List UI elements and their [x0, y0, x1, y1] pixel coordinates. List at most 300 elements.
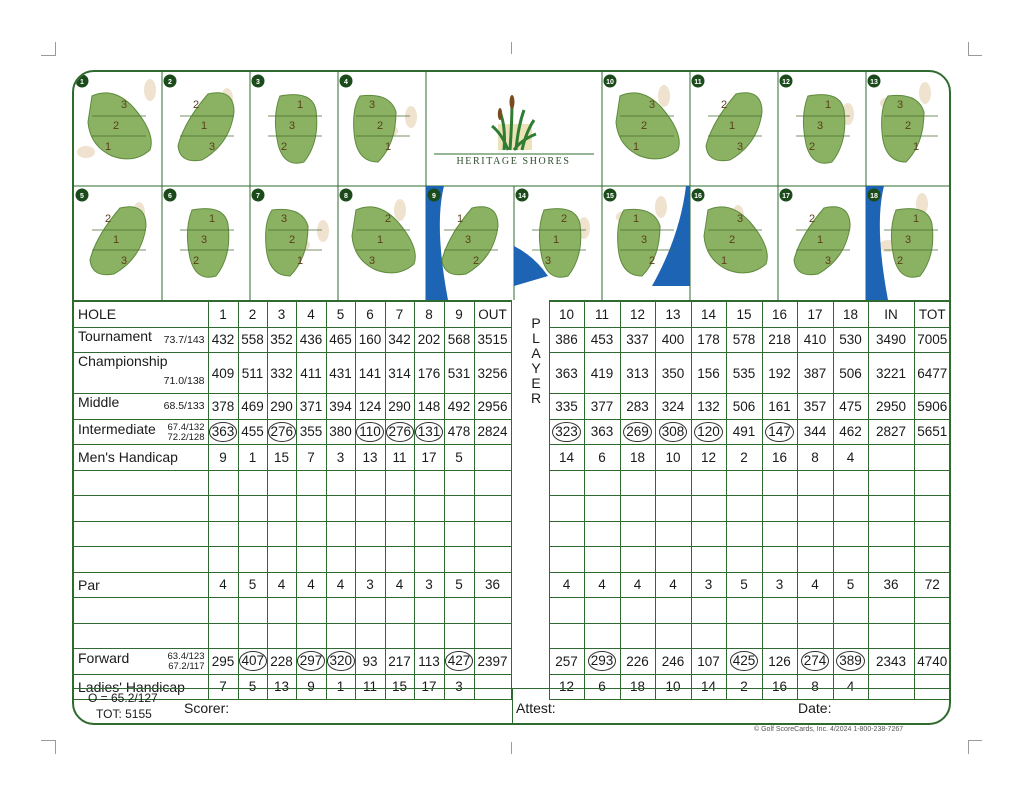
- score-cell[interactable]: [385, 521, 414, 547]
- score-cell[interactable]: [296, 649, 326, 675]
- score-cell[interactable]: [444, 623, 474, 649]
- score-cell[interactable]: [726, 623, 762, 649]
- score-cell[interactable]: 4: [620, 572, 655, 598]
- score-cell[interactable]: 4: [296, 301, 326, 327]
- score-cell[interactable]: [385, 496, 414, 522]
- score-cell[interactable]: 2: [726, 674, 762, 700]
- score-cell[interactable]: [208, 547, 238, 573]
- score-cell[interactable]: 462: [833, 419, 868, 445]
- score-cell[interactable]: 5: [238, 674, 267, 700]
- score-cell[interactable]: [296, 470, 326, 496]
- score-cell[interactable]: 7: [296, 445, 326, 471]
- score-cell[interactable]: [797, 649, 833, 675]
- score-cell[interactable]: [655, 521, 691, 547]
- score-cell[interactable]: [267, 470, 296, 496]
- score-cell[interactable]: [444, 547, 474, 573]
- score-cell[interactable]: 141: [355, 353, 385, 394]
- score-cell[interactable]: 4740: [914, 649, 950, 675]
- score-cell[interactable]: [868, 598, 914, 624]
- score-cell[interactable]: [267, 598, 296, 624]
- score-cell[interactable]: 160: [355, 327, 385, 353]
- score-cell[interactable]: [267, 521, 296, 547]
- score-cell[interactable]: 2343: [868, 649, 914, 675]
- score-cell[interactable]: 8: [797, 674, 833, 700]
- score-cell[interactable]: 17: [414, 445, 444, 471]
- score-cell[interactable]: [414, 470, 444, 496]
- score-cell[interactable]: [584, 496, 620, 522]
- score-cell[interactable]: [655, 598, 691, 624]
- score-cell[interactable]: [797, 521, 833, 547]
- score-cell[interactable]: 18: [833, 301, 868, 327]
- score-cell[interactable]: 419: [584, 353, 620, 394]
- score-cell[interactable]: [414, 598, 444, 624]
- score-cell[interactable]: 218: [762, 327, 797, 353]
- score-cell[interactable]: [620, 419, 655, 445]
- score-cell[interactable]: 431: [326, 353, 355, 394]
- score-cell[interactable]: 352: [267, 327, 296, 353]
- score-cell[interactable]: [296, 623, 326, 649]
- score-cell[interactable]: [238, 598, 267, 624]
- score-cell[interactable]: 371: [296, 394, 326, 420]
- score-cell[interactable]: 568: [444, 327, 474, 353]
- score-cell[interactable]: 2956: [474, 394, 511, 420]
- score-cell[interactable]: [355, 547, 385, 573]
- score-cell[interactable]: 491: [726, 419, 762, 445]
- score-cell[interactable]: [238, 623, 267, 649]
- score-cell[interactable]: [208, 496, 238, 522]
- score-cell[interactable]: [444, 521, 474, 547]
- date-field[interactable]: Date:: [798, 700, 832, 716]
- score-cell[interactable]: 5: [444, 572, 474, 598]
- score-cell[interactable]: [326, 547, 355, 573]
- score-cell[interactable]: 3490: [868, 327, 914, 353]
- score-cell[interactable]: [549, 521, 584, 547]
- score-cell[interactable]: 357: [797, 394, 833, 420]
- score-cell[interactable]: 5: [833, 572, 868, 598]
- score-cell[interactable]: 2824: [474, 419, 511, 445]
- score-cell[interactable]: 409: [208, 353, 238, 394]
- score-cell[interactable]: [267, 419, 296, 445]
- score-cell[interactable]: [833, 470, 868, 496]
- score-cell[interactable]: 578: [726, 327, 762, 353]
- score-cell[interactable]: 4: [655, 572, 691, 598]
- score-cell[interactable]: [726, 598, 762, 624]
- score-cell[interactable]: 4: [797, 572, 833, 598]
- score-cell[interactable]: [620, 623, 655, 649]
- score-cell[interactable]: [868, 623, 914, 649]
- score-cell[interactable]: [385, 419, 414, 445]
- score-cell[interactable]: [762, 521, 797, 547]
- score-cell[interactable]: 453: [584, 327, 620, 353]
- score-cell[interactable]: [691, 496, 726, 522]
- score-cell[interactable]: 3: [326, 445, 355, 471]
- score-cell[interactable]: 226: [620, 649, 655, 675]
- score-cell[interactable]: 228: [267, 649, 296, 675]
- score-cell[interactable]: [355, 496, 385, 522]
- score-cell[interactable]: 176: [414, 353, 444, 394]
- score-cell[interactable]: [326, 521, 355, 547]
- score-cell[interactable]: 394: [326, 394, 355, 420]
- score-cell[interactable]: 17: [797, 301, 833, 327]
- score-cell[interactable]: [208, 470, 238, 496]
- score-cell[interactable]: TOT: [914, 301, 950, 327]
- score-cell[interactable]: [584, 649, 620, 675]
- score-cell[interactable]: 2: [726, 445, 762, 471]
- score-cell[interactable]: 1: [238, 445, 267, 471]
- score-cell[interactable]: [655, 419, 691, 445]
- score-cell[interactable]: 411: [296, 353, 326, 394]
- score-cell[interactable]: [691, 521, 726, 547]
- score-cell[interactable]: 1: [326, 674, 355, 700]
- score-cell[interactable]: [691, 419, 726, 445]
- score-cell[interactable]: [868, 496, 914, 522]
- score-cell[interactable]: 18: [620, 674, 655, 700]
- score-cell[interactable]: [414, 623, 444, 649]
- score-cell[interactable]: [355, 419, 385, 445]
- score-cell[interactable]: [355, 598, 385, 624]
- score-cell[interactable]: 10: [549, 301, 584, 327]
- score-cell[interactable]: 9: [208, 445, 238, 471]
- score-cell[interactable]: [444, 470, 474, 496]
- score-cell[interactable]: [584, 598, 620, 624]
- score-cell[interactable]: 3: [355, 572, 385, 598]
- score-cell[interactable]: [914, 598, 950, 624]
- score-cell[interactable]: [726, 649, 762, 675]
- score-cell[interactable]: 18: [620, 445, 655, 471]
- score-cell[interactable]: 363: [584, 419, 620, 445]
- score-cell[interactable]: [655, 496, 691, 522]
- score-cell[interactable]: [474, 547, 511, 573]
- score-cell[interactable]: 290: [385, 394, 414, 420]
- score-cell[interactable]: 3: [267, 301, 296, 327]
- score-cell[interactable]: 436: [296, 327, 326, 353]
- score-cell[interactable]: [655, 623, 691, 649]
- score-cell[interactable]: 9: [296, 674, 326, 700]
- score-cell[interactable]: 36: [868, 572, 914, 598]
- score-cell[interactable]: [868, 470, 914, 496]
- score-cell[interactable]: 5: [444, 445, 474, 471]
- score-cell[interactable]: 14: [549, 445, 584, 471]
- score-cell[interactable]: 342: [385, 327, 414, 353]
- score-cell[interactable]: 126: [762, 649, 797, 675]
- score-cell[interactable]: 558: [238, 327, 267, 353]
- score-cell[interactable]: [797, 623, 833, 649]
- score-cell[interactable]: 432: [208, 327, 238, 353]
- score-cell[interactable]: 3: [762, 572, 797, 598]
- score-cell[interactable]: 475: [833, 394, 868, 420]
- score-cell[interactable]: [238, 470, 267, 496]
- score-cell[interactable]: 148: [414, 394, 444, 420]
- score-cell[interactable]: 531: [444, 353, 474, 394]
- score-cell[interactable]: [620, 598, 655, 624]
- score-cell[interactable]: [414, 521, 444, 547]
- score-cell[interactable]: 355: [296, 419, 326, 445]
- score-cell[interactable]: 10: [655, 674, 691, 700]
- score-cell[interactable]: 386: [549, 327, 584, 353]
- score-cell[interactable]: [474, 496, 511, 522]
- score-cell[interactable]: [296, 496, 326, 522]
- score-cell[interactable]: 13: [655, 301, 691, 327]
- score-cell[interactable]: [691, 598, 726, 624]
- score-cell[interactable]: [868, 521, 914, 547]
- score-cell[interactable]: [726, 547, 762, 573]
- score-cell[interactable]: 124: [355, 394, 385, 420]
- score-cell[interactable]: 6: [584, 674, 620, 700]
- score-cell[interactable]: 12: [549, 674, 584, 700]
- score-cell[interactable]: [914, 496, 950, 522]
- score-cell[interactable]: 478: [444, 419, 474, 445]
- score-cell[interactable]: 2950: [868, 394, 914, 420]
- score-cell[interactable]: 13: [355, 445, 385, 471]
- score-cell[interactable]: [238, 547, 267, 573]
- score-cell[interactable]: OUT: [474, 301, 511, 327]
- score-cell[interactable]: [238, 649, 267, 675]
- score-cell[interactable]: 4: [833, 674, 868, 700]
- score-cell[interactable]: [797, 598, 833, 624]
- score-cell[interactable]: 506: [726, 394, 762, 420]
- score-cell[interactable]: [326, 649, 355, 675]
- score-cell[interactable]: [797, 547, 833, 573]
- score-cell[interactable]: [833, 623, 868, 649]
- score-cell[interactable]: 295: [208, 649, 238, 675]
- scorer-field[interactable]: Scorer:: [184, 700, 230, 716]
- score-cell[interactable]: 313: [620, 353, 655, 394]
- score-cell[interactable]: [385, 623, 414, 649]
- score-cell[interactable]: 4: [296, 572, 326, 598]
- score-cell[interactable]: 72: [914, 572, 950, 598]
- score-cell[interactable]: IN: [868, 301, 914, 327]
- score-cell[interactable]: [414, 547, 444, 573]
- score-cell[interactable]: 511: [238, 353, 267, 394]
- score-cell[interactable]: 12: [691, 445, 726, 471]
- score-cell[interactable]: 492: [444, 394, 474, 420]
- score-cell[interactable]: 377: [584, 394, 620, 420]
- score-cell[interactable]: 4: [549, 572, 584, 598]
- score-cell[interactable]: [326, 496, 355, 522]
- score-cell[interactable]: 217: [385, 649, 414, 675]
- score-cell[interactable]: 10: [655, 445, 691, 471]
- score-cell[interactable]: [833, 598, 868, 624]
- score-cell[interactable]: 11: [355, 674, 385, 700]
- score-cell[interactable]: 36: [474, 572, 511, 598]
- score-cell[interactable]: 12: [620, 301, 655, 327]
- score-cell[interactable]: [267, 496, 296, 522]
- score-cell[interactable]: 11: [584, 301, 620, 327]
- score-cell[interactable]: [414, 496, 444, 522]
- score-cell[interactable]: 344: [797, 419, 833, 445]
- score-cell[interactable]: [549, 547, 584, 573]
- score-cell[interactable]: [355, 521, 385, 547]
- score-cell[interactable]: 93: [355, 649, 385, 675]
- score-cell[interactable]: 4: [833, 445, 868, 471]
- score-cell[interactable]: [584, 470, 620, 496]
- score-cell[interactable]: [914, 521, 950, 547]
- score-cell[interactable]: 5: [326, 301, 355, 327]
- score-cell[interactable]: 161: [762, 394, 797, 420]
- score-cell[interactable]: [914, 623, 950, 649]
- score-cell[interactable]: 132: [691, 394, 726, 420]
- score-cell[interactable]: [833, 649, 868, 675]
- score-cell[interactable]: 5906: [914, 394, 950, 420]
- score-cell[interactable]: [208, 598, 238, 624]
- score-cell[interactable]: 7005: [914, 327, 950, 353]
- score-cell[interactable]: 4: [208, 572, 238, 598]
- score-cell[interactable]: [296, 598, 326, 624]
- score-cell[interactable]: 2827: [868, 419, 914, 445]
- score-cell[interactable]: [385, 547, 414, 573]
- score-cell[interactable]: [474, 470, 511, 496]
- score-cell[interactable]: [868, 547, 914, 573]
- score-cell[interactable]: 16: [762, 301, 797, 327]
- score-cell[interactable]: [833, 521, 868, 547]
- score-cell[interactable]: 4: [385, 572, 414, 598]
- score-cell[interactable]: 5: [238, 572, 267, 598]
- score-cell[interactable]: 3221: [868, 353, 914, 394]
- score-cell[interactable]: [326, 598, 355, 624]
- score-cell[interactable]: 257: [549, 649, 584, 675]
- score-cell[interactable]: [797, 470, 833, 496]
- score-cell[interactable]: [762, 470, 797, 496]
- score-cell[interactable]: 178: [691, 327, 726, 353]
- score-cell[interactable]: 246: [655, 649, 691, 675]
- score-cell[interactable]: [691, 547, 726, 573]
- score-cell[interactable]: 202: [414, 327, 444, 353]
- score-cell[interactable]: 5651: [914, 419, 950, 445]
- score-cell[interactable]: 3256: [474, 353, 511, 394]
- score-cell[interactable]: 2397: [474, 649, 511, 675]
- score-cell[interactable]: [208, 419, 238, 445]
- score-cell[interactable]: 400: [655, 327, 691, 353]
- score-cell[interactable]: 3: [444, 674, 474, 700]
- score-cell[interactable]: 387: [797, 353, 833, 394]
- attest-field[interactable]: Attest:: [516, 700, 556, 716]
- score-cell[interactable]: 17: [414, 674, 444, 700]
- score-cell[interactable]: [208, 623, 238, 649]
- score-cell[interactable]: 5: [726, 572, 762, 598]
- score-cell[interactable]: 8: [797, 445, 833, 471]
- score-cell[interactable]: [474, 623, 511, 649]
- score-cell[interactable]: [444, 649, 474, 675]
- score-cell[interactable]: 283: [620, 394, 655, 420]
- score-cell[interactable]: 14: [691, 301, 726, 327]
- score-cell[interactable]: [655, 547, 691, 573]
- score-cell[interactable]: 7: [385, 301, 414, 327]
- score-cell[interactable]: 11: [385, 445, 414, 471]
- score-cell[interactable]: [691, 470, 726, 496]
- score-cell[interactable]: 290: [267, 394, 296, 420]
- score-cell[interactable]: [655, 470, 691, 496]
- score-cell[interactable]: [797, 496, 833, 522]
- score-cell[interactable]: [549, 623, 584, 649]
- score-cell[interactable]: 378: [208, 394, 238, 420]
- score-cell[interactable]: [267, 547, 296, 573]
- score-cell[interactable]: 324: [655, 394, 691, 420]
- score-cell[interactable]: [868, 445, 914, 471]
- score-cell[interactable]: [444, 496, 474, 522]
- score-cell[interactable]: [726, 496, 762, 522]
- score-cell[interactable]: 156: [691, 353, 726, 394]
- score-cell[interactable]: [762, 598, 797, 624]
- score-cell[interactable]: 16: [762, 445, 797, 471]
- score-cell[interactable]: 6: [584, 445, 620, 471]
- score-cell[interactable]: 1: [208, 301, 238, 327]
- score-cell[interactable]: 107: [691, 649, 726, 675]
- score-cell[interactable]: [726, 470, 762, 496]
- score-cell[interactable]: 4: [584, 572, 620, 598]
- score-cell[interactable]: [296, 547, 326, 573]
- score-cell[interactable]: [691, 623, 726, 649]
- score-cell[interactable]: 469: [238, 394, 267, 420]
- score-cell[interactable]: [914, 547, 950, 573]
- score-cell[interactable]: [267, 623, 296, 649]
- score-cell[interactable]: 15: [726, 301, 762, 327]
- score-cell[interactable]: [762, 547, 797, 573]
- score-cell[interactable]: 350: [655, 353, 691, 394]
- score-cell[interactable]: 13: [267, 674, 296, 700]
- score-cell[interactable]: [208, 521, 238, 547]
- score-cell[interactable]: 15: [267, 445, 296, 471]
- score-cell[interactable]: 8: [414, 301, 444, 327]
- score-cell[interactable]: 332: [267, 353, 296, 394]
- score-cell[interactable]: 6: [355, 301, 385, 327]
- score-cell[interactable]: [584, 521, 620, 547]
- score-cell[interactable]: [385, 598, 414, 624]
- score-cell[interactable]: [474, 598, 511, 624]
- score-cell[interactable]: [444, 598, 474, 624]
- score-cell[interactable]: 3: [414, 572, 444, 598]
- score-cell[interactable]: [620, 470, 655, 496]
- score-cell[interactable]: 16: [762, 674, 797, 700]
- score-cell[interactable]: 335: [549, 394, 584, 420]
- score-cell[interactable]: 192: [762, 353, 797, 394]
- score-cell[interactable]: [549, 419, 584, 445]
- score-cell[interactable]: [726, 521, 762, 547]
- score-cell[interactable]: [549, 598, 584, 624]
- score-cell[interactable]: [238, 496, 267, 522]
- score-cell[interactable]: 337: [620, 327, 655, 353]
- score-cell[interactable]: [584, 547, 620, 573]
- score-cell[interactable]: [549, 496, 584, 522]
- score-cell[interactable]: 4: [326, 572, 355, 598]
- score-cell[interactable]: [474, 445, 511, 471]
- score-cell[interactable]: [414, 419, 444, 445]
- score-cell[interactable]: [833, 496, 868, 522]
- score-cell[interactable]: 7: [208, 674, 238, 700]
- score-cell[interactable]: 113: [414, 649, 444, 675]
- score-cell[interactable]: [326, 623, 355, 649]
- score-cell[interactable]: [296, 521, 326, 547]
- score-cell[interactable]: 15: [385, 674, 414, 700]
- score-cell[interactable]: [762, 419, 797, 445]
- score-cell[interactable]: [620, 521, 655, 547]
- score-cell[interactable]: 465: [326, 327, 355, 353]
- score-cell[interactable]: [385, 470, 414, 496]
- score-cell[interactable]: [474, 521, 511, 547]
- score-cell[interactable]: 3: [691, 572, 726, 598]
- score-cell[interactable]: 363: [549, 353, 584, 394]
- score-cell[interactable]: 455: [238, 419, 267, 445]
- score-cell[interactable]: 6477: [914, 353, 950, 394]
- score-cell[interactable]: 4: [267, 572, 296, 598]
- score-cell[interactable]: 314: [385, 353, 414, 394]
- score-cell[interactable]: [620, 547, 655, 573]
- score-cell[interactable]: 530: [833, 327, 868, 353]
- score-cell[interactable]: 14: [691, 674, 726, 700]
- score-cell[interactable]: [762, 496, 797, 522]
- score-cell[interactable]: [833, 547, 868, 573]
- score-cell[interactable]: 410: [797, 327, 833, 353]
- score-cell[interactable]: [238, 521, 267, 547]
